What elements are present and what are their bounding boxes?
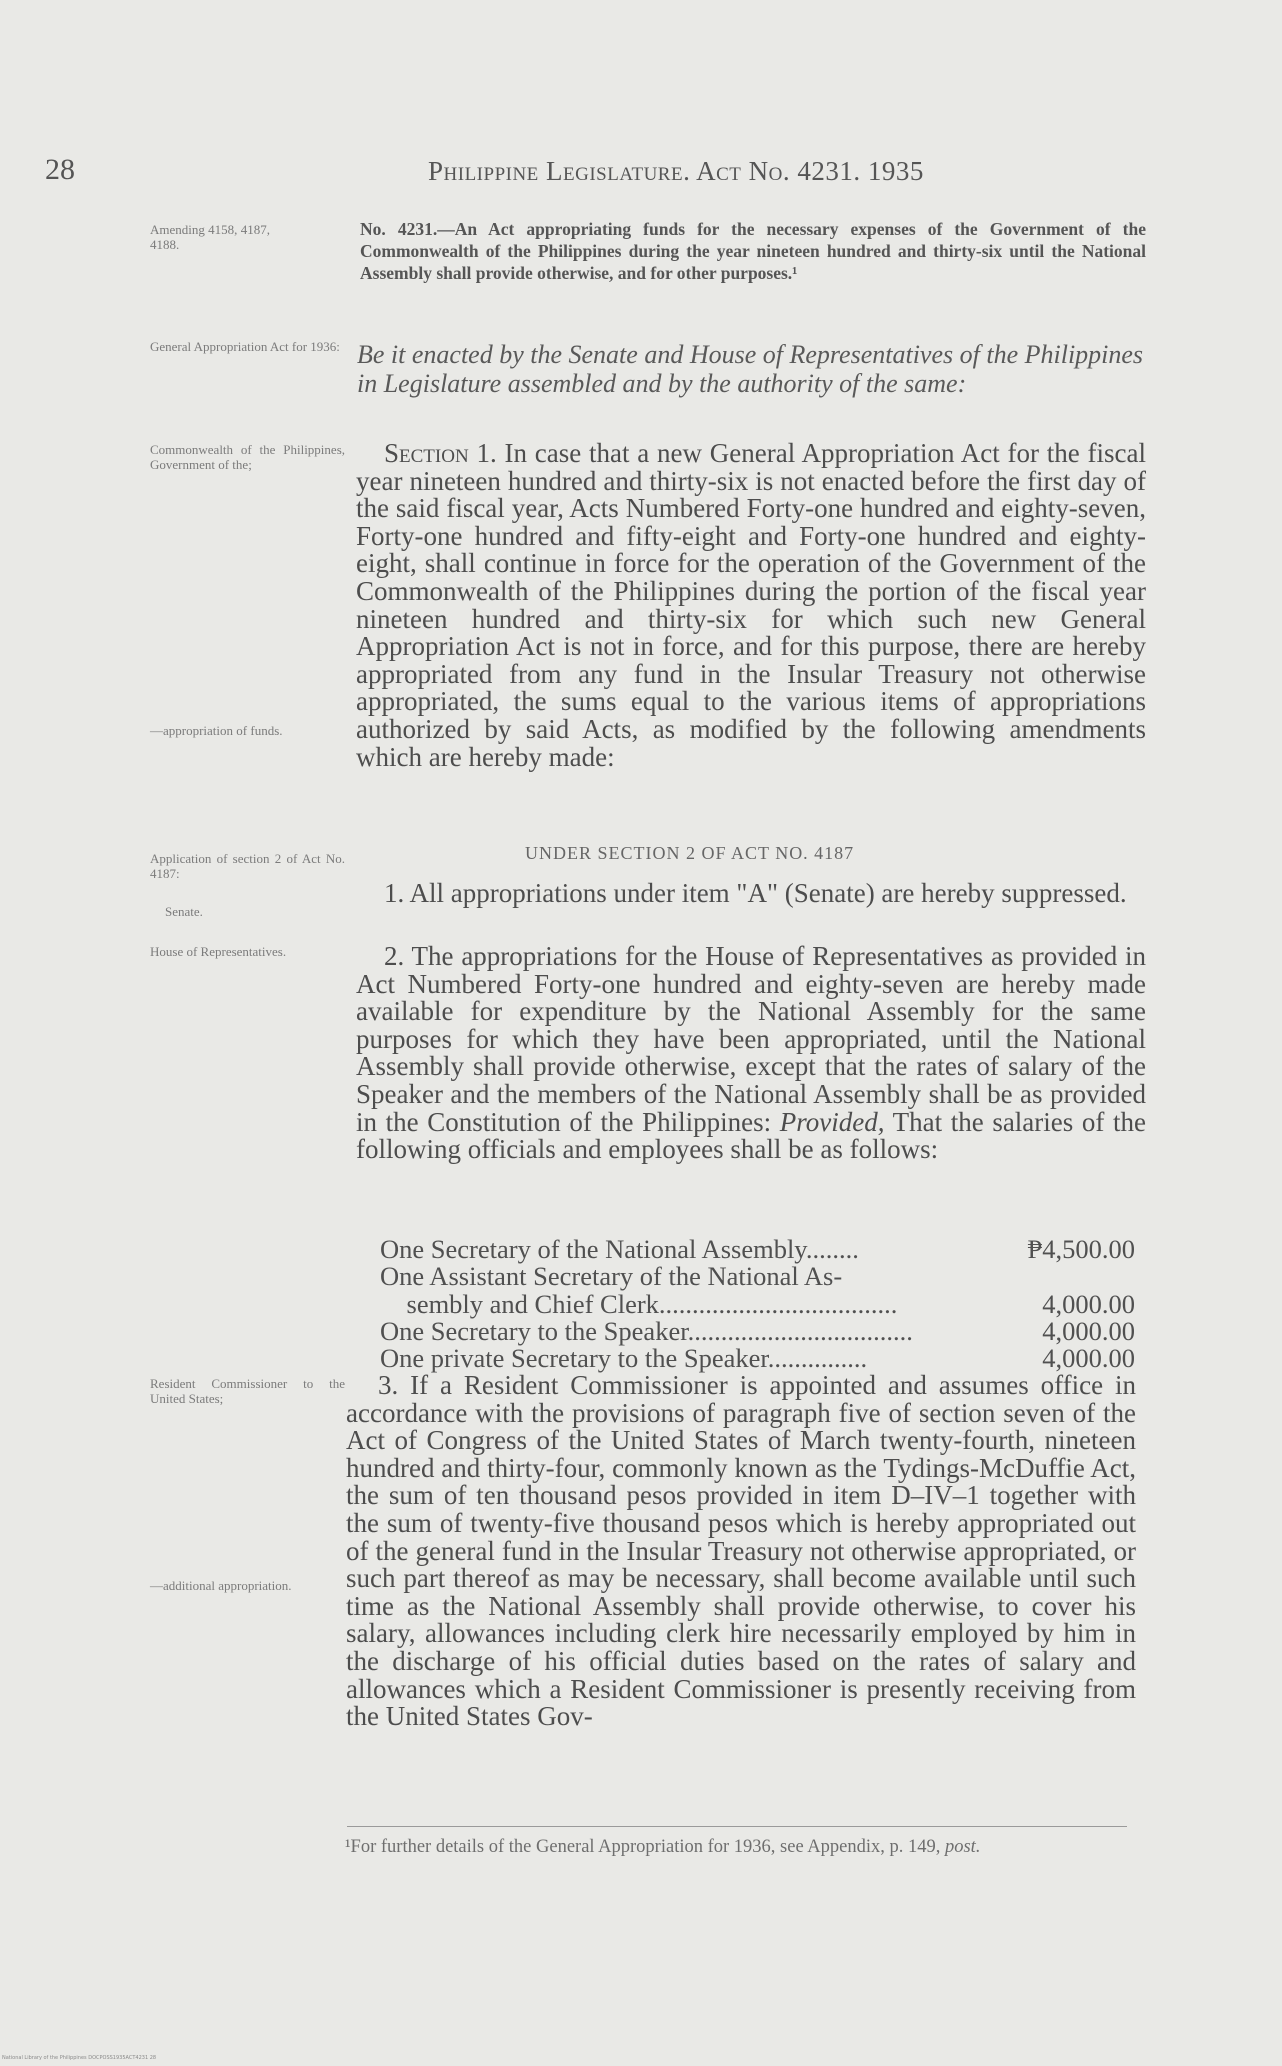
margin-note-senate: Senate.: [165, 904, 203, 919]
salary-amount: 4,000.00: [1042, 1289, 1135, 1319]
item-2: [356, 943, 1146, 1164]
salary-amount: ₱4,500.00: [1027, 1234, 1135, 1264]
salary-amount: 4,000.00: [1042, 1316, 1135, 1346]
margin-note-house: House of Representatives.: [150, 944, 287, 959]
salary-desc: sembly and Chief Clerk....................................: [380, 1289, 898, 1319]
item-3: 3. If a Resident Commissioner is appointed and assumes office in accordance with the provisions of paragraph five of section seven of the Act of Congress of the United States of March twenty-fourth, nineteen hundred and thirty-four, commonly known as the Tydings-McDuffie Act, the sum of ten thousand pesos provided in item D–IV–1 together with the sum of twenty-five thousand pesos which is hereby appropriated out of the general fund in the Insular Treasury not otherwise appropriated, or such part thereof as may be necessary, shall become available until such time as the National Assembly shall provide otherwise, to cover his salary, allowances including clerk hire necessarily employed by him in the discharge of his official duties based on the rates of salary and allowances which a Resident Commissioner is presently receiving from the United States Gov-: [346, 1370, 1136, 1732]
item-1: 1. All appropriations under item "A" (Senate) are hereby suppressed.: [384, 878, 1127, 908]
margin-note-amending: Amending 4158, 4187, 4188.: [150, 222, 270, 252]
running-head: Philippine Legislature. Act No. 4231. 1935: [428, 156, 924, 186]
margin-note-additional: —additional appropriation.: [150, 1578, 292, 1593]
subheading: UNDER SECTION 2 OF ACT NO. 4187: [525, 843, 855, 863]
salary-desc: One Assistant Secretary of the National As-: [380, 1261, 843, 1291]
footnote-text: ¹For further details of the General Appropriation for 1936, see Appendix, p. 149,: [345, 1837, 941, 1857]
footnote: [345, 1836, 1135, 1858]
item-2-proviso: Provided,: [779, 1106, 885, 1137]
salary-desc: One private Secretary to the Speaker...............: [380, 1343, 868, 1373]
salary-desc: One Secretary of the National Assembly........: [380, 1234, 859, 1264]
footnote-post: post.: [944, 1837, 981, 1857]
item-2-text: 2. The appropriations for the House of Representatives as provided in Act Numbered Forty-one hundred and eighty-seven are hereby made available for expenditure by the National Assembly for the same purposes for which they have been appropriated, until the National Assembly shall provide otherwise, except that the rates of salary of the Speaker and the members of the National Assembly shall be as provided in the Constitution of the Philippines:: [356, 941, 1146, 1137]
margin-note-commonwealth: Commonwealth of the Philippines, Government of the;: [150, 442, 345, 472]
section-1-text: In case that a new General Appropriation Act for the fiscal year nineteen hundred and thirty-six is not enacted before the first day of the said fiscal year, Acts Numbered Forty-one hundred and eighty-seven, Forty-one hundred and fifty-eight and Forty-one hundred and eighty-eight, shall continue in force for the operation of the Government of the Commonwealth of the Philippines during the portion of the fiscal year nineteen hundred and thirty-six for which such new General Appropriation Act is not in force, and for this purpose, there are hereby appropriated from any fund in the Insular Treasury not otherwise appropriated, the sums equal to the various items of appropriations authorized by said Acts, as modified by the following amendments which are hereby made:: [356, 438, 1147, 772]
margin-note-appropriation-funds: —appropriation of funds.: [150, 723, 283, 738]
item-2-text-end: That the salaries of the following officials and employees shall be as follows:: [356, 1106, 1146, 1165]
margin-note-general-appropriation: General Appropriation Act for 1936:: [150, 339, 340, 354]
salary-amount: 4,000.00: [1042, 1343, 1135, 1373]
salary-desc: One Secretary to the Speaker..................................: [380, 1316, 913, 1346]
act-title: No. 4231.—An Act appropriating funds for the necessary expenses of the Government of the Commonwealth of the Philippines during the year nineteen hundred and thirty-six until the National Assembly shall provide otherwise, and for other purposes.¹: [360, 219, 1146, 283]
margin-note-resident-commissioner: Resident Commissioner to the United States;: [150, 1376, 345, 1406]
enacting-clause: Be it enacted by the Senate and House of Representatives of the Philippines in Legislature assembled and by the authority of the same:: [357, 340, 1144, 398]
page-number: 28: [45, 153, 75, 186]
section-1: [356, 440, 1146, 771]
imprint: National Library of the Philippines DOCPOSS1935ACT4231 28: [2, 2055, 157, 2061]
footnote-rule: [347, 1826, 1127, 1827]
section-label: Section 1.: [384, 438, 497, 468]
margin-note-application: Application of section 2 of Act No. 4187:: [150, 851, 345, 881]
